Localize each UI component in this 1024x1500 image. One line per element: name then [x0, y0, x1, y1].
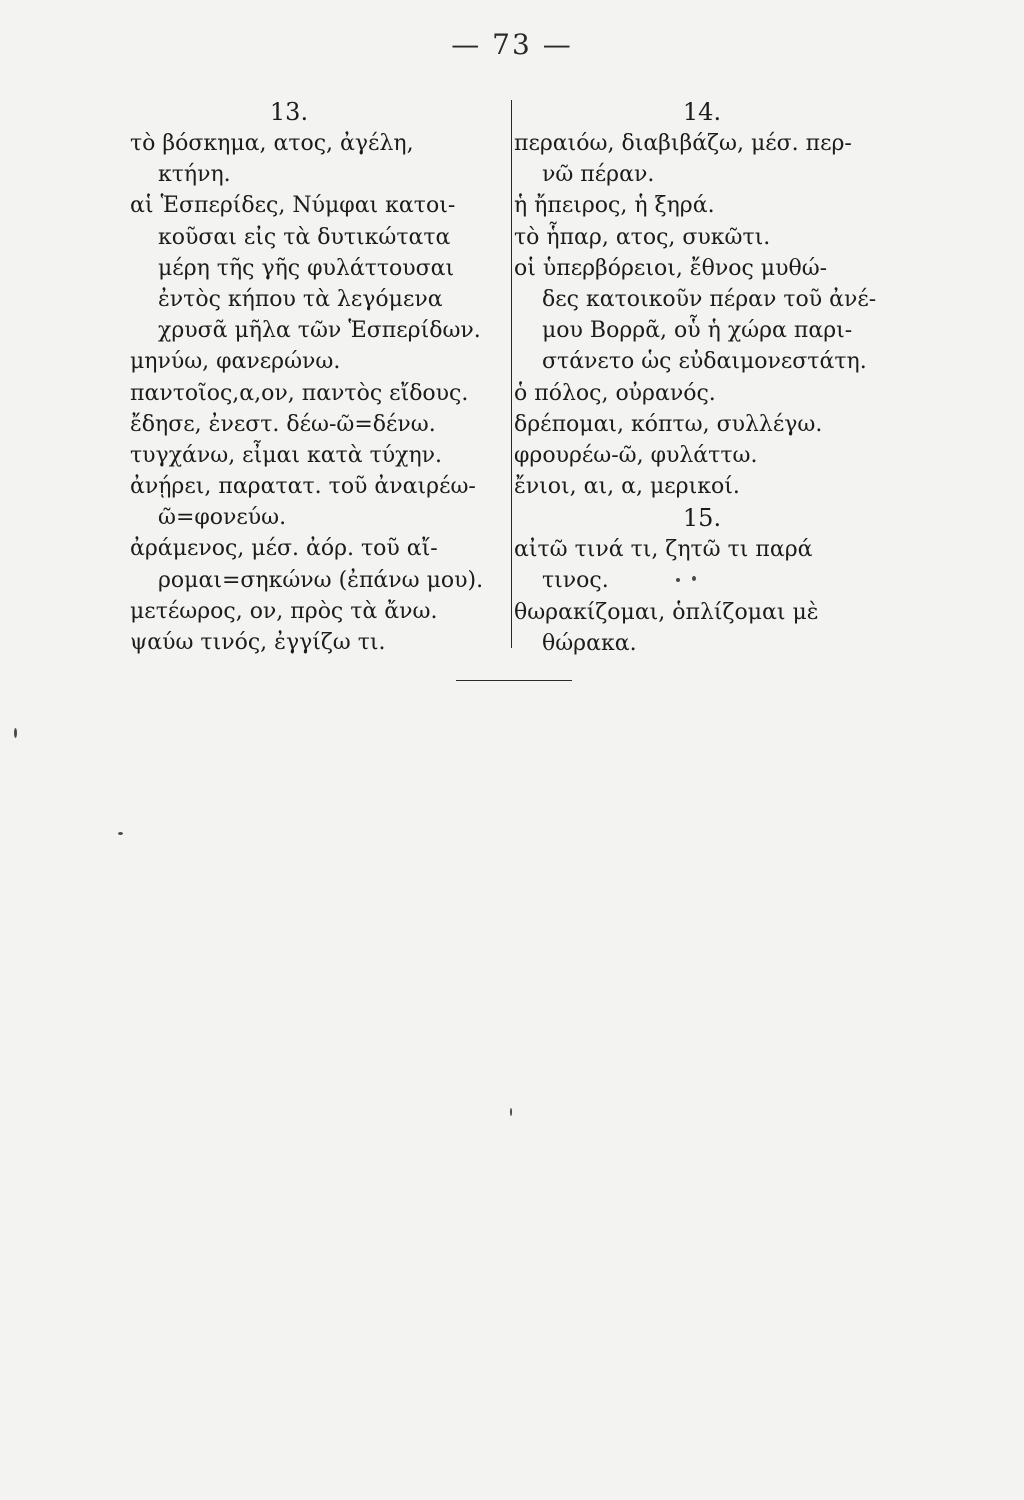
glossary-line: ψαύω τινός, ἐγγίζω τι. [130, 630, 386, 655]
glossary-line: ἔδησε, ἐνεστ. δέω-ῶ=δένω. [130, 411, 436, 437]
section-number-13: 13. [269, 98, 309, 126]
glossary-line: αἰτῶ τινά τι, ζητῶ τι παρά [514, 537, 813, 563]
glossary-line: ἀνῄρει, παρατατ. τοῦ ἀναιρέω- [130, 474, 476, 500]
ink-speck [118, 832, 123, 835]
glossary-line: ἐντὸς κήπου τὰ λεγόμενα [158, 286, 443, 312]
glossary-line: ρομαι=σηκώνω (ἐπάνω μου). [158, 567, 484, 593]
glossary-line: παντοῖος,α,ον, παντὸς εἴδους. [130, 380, 469, 406]
page-number: — 73 — [451, 28, 573, 61]
glossary-line: θώρακα. [542, 630, 637, 656]
glossary-line: φρουρέω-ῶ, φυλάττω. [514, 442, 758, 468]
ink-speck [692, 576, 696, 581]
glossary-line: δρέπομαι, κόπτω, συλλέγω. [514, 411, 823, 437]
glossary-line: κοῦσαι εἰς τὰ δυτικώτατα [158, 224, 451, 250]
end-rule [456, 680, 572, 681]
glossary-line: μετέωρος, ον, πρὸς τὰ ἄνω. [130, 598, 438, 624]
ink-speck [14, 728, 17, 738]
left-column [130, 96, 508, 658]
glossary-line: ῶ=φονεύω. [158, 505, 287, 531]
glossary-line: ὁ πόλος, οὐρανός. [514, 380, 716, 406]
section-number-15: 15. [682, 504, 722, 533]
glossary-line: περαιόω, διαβιβάζω, μέσ. περ- [514, 131, 852, 156]
glossary-line: θωρακίζομαι, ὁπλίζομαι μὲ [514, 599, 819, 625]
glossary-line: οἱ ὑπερβόρειοι, ἔθνος μυθώ- [514, 255, 828, 281]
glossary-line: τὸ βόσκημα, ατος, ἀγέλη, [130, 131, 414, 156]
section-number-14: 14. [682, 98, 722, 126]
column-divider [511, 100, 512, 648]
glossary-line: αἱ Ἑσπερίδες, Νύμφαι κατοι- [130, 193, 456, 219]
glossary-line: στάνετο ὡς εὐδαιμονεστάτη. [542, 349, 867, 375]
glossary-line: χρυσᾶ μῆλα τῶν Ἑσπερίδων. [158, 318, 481, 344]
glossary-line: ἡ ἤπειρος, ἡ ξηρά. [514, 193, 715, 219]
glossary-line: δες κατοικοῦν πέραν τοῦ ἀνέ- [542, 286, 877, 312]
glossary-line: μου Βορρᾶ, οὗ ἡ χώρα παρι- [542, 318, 853, 344]
ink-speck [510, 1108, 512, 1116]
glossary-line: μηνύω, φανερώνω. [130, 349, 341, 375]
glossary-line: κτήνη. [158, 162, 231, 188]
ink-speck [676, 578, 680, 582]
glossary-line: τινος. [542, 568, 609, 594]
right-column [514, 96, 900, 659]
glossary-line: τυγχάνω, εἶμαι κατὰ τύχην. [130, 442, 443, 468]
glossary-line: νῶ πέραν. [542, 162, 655, 188]
glossary-line: τὸ ἧπαρ, ατος, συκῶτι. [514, 224, 771, 250]
glossary-line: μέρη τῆς γῆς φυλάττουσαι [158, 255, 455, 281]
glossary-line: ἔνιοι, αι, α, μερικοί. [514, 474, 740, 500]
glossary-line: ἀράμενος, μέσ. ἀόρ. τοῦ αἴ- [130, 536, 438, 562]
